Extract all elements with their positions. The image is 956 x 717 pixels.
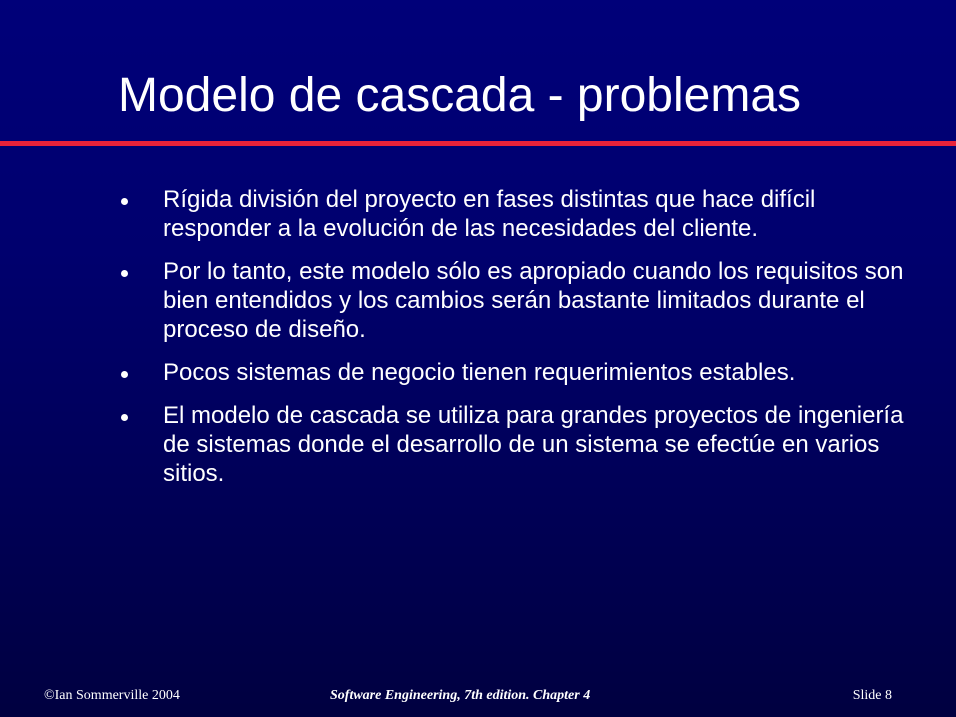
- bullet-text: Rígida división del proyecto en fases distintas que hace difícil responder a la evolución de las necesidades del cliente.: [163, 186, 816, 242]
- slide-footer: [0, 687, 956, 705]
- bullet-dot-icon: [121, 371, 128, 378]
- bullet-item: [0, 401, 956, 488]
- bullet-item: [0, 185, 956, 243]
- bullet-dot-icon: [121, 198, 128, 205]
- bullet-dot-icon: [121, 414, 128, 421]
- bullet-text: Pocos sistemas de negocio tienen requerimientos estables.: [163, 359, 796, 386]
- slide-title: Modelo de cascada - problemas: [118, 69, 802, 122]
- bullet-dot-icon: [121, 270, 128, 277]
- footer-copyright: ©Ian Sommerville 2004: [44, 688, 180, 703]
- bullet-list: [0, 185, 956, 502]
- bullet-text: Por lo tanto, este modelo sólo es apropiado cuando los requisitos son bien entendidos y los cambios serán bastante limitados durante el proceso de diseño.: [163, 258, 904, 343]
- bullet-text: El modelo de cascada se utiliza para grandes proyectos de ingeniería de sistemas donde el desarrollo de un sistema se efectúe en varios sitios.: [163, 402, 904, 487]
- footer-slide-number: Slide 8: [852, 688, 892, 703]
- footer-book-title: Software Engineering, 7th edition. Chapter 4: [330, 688, 591, 703]
- bullet-item: [0, 358, 956, 387]
- title-divider: [0, 141, 956, 146]
- bullet-item: [0, 257, 956, 344]
